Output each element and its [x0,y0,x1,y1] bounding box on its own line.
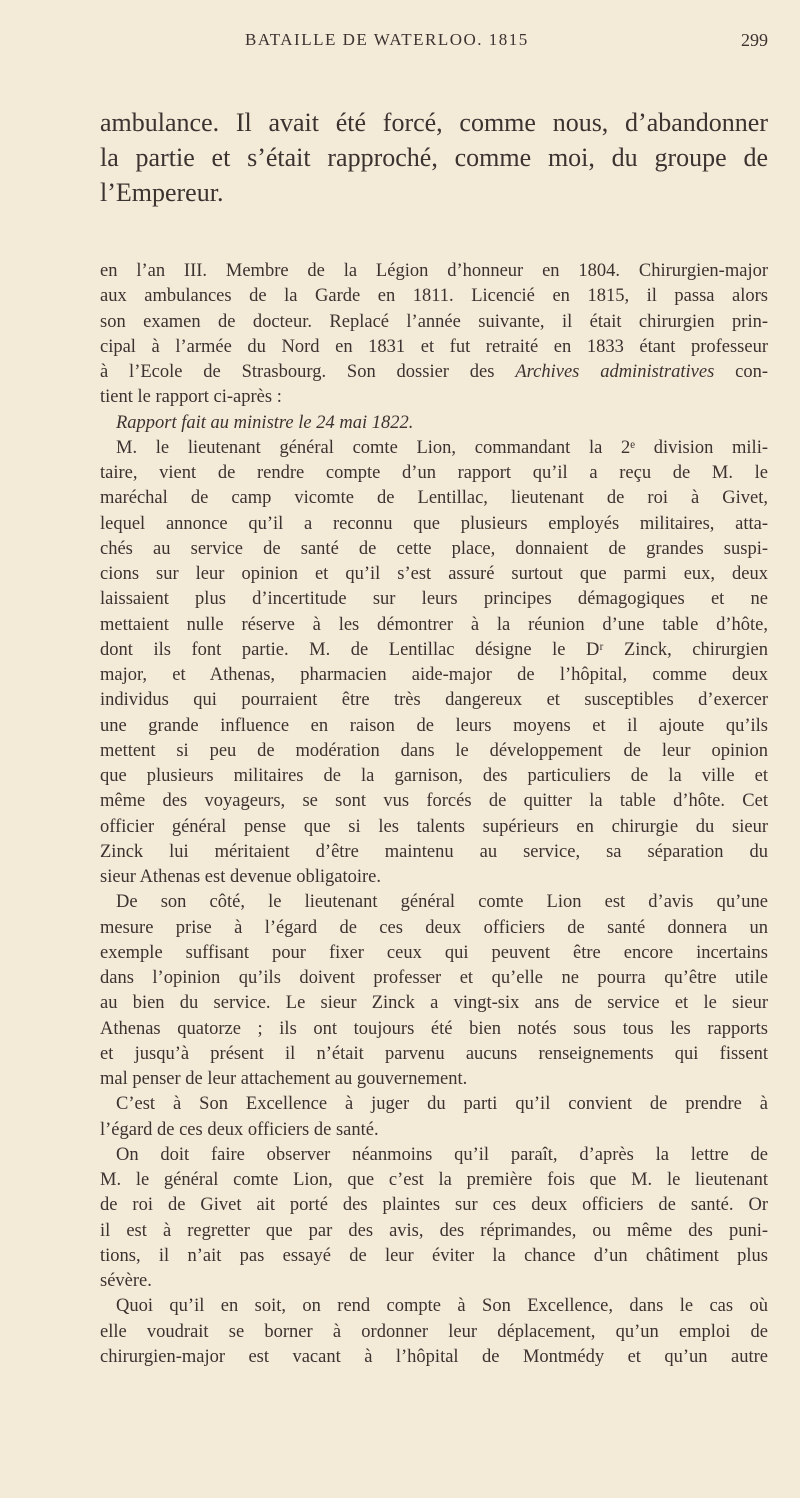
text-segment: Zinck lui méritaient d’être maintenu au service, sa séparation du [100,841,768,862]
footnote-line [100,486,768,511]
footnote-line [100,310,768,335]
text-segment: une grande influence en raison de leurs moyens et il ajoute qu’ils [100,715,768,736]
text-segment: On doit faire observer néanmoins qu’il paraît, d’après la lettre de [116,1144,768,1165]
footnote-line [100,638,768,663]
text-segment: au bien du service. Le sieur Zinck a vingt-six ans de service et le sieur [100,993,768,1014]
text-segment: C’est à Son Excellence à juger du parti qu’il convient de prendre à [116,1094,768,1115]
footnote-line [100,991,768,1016]
footnote-line [100,1269,768,1294]
text-segment: il est à regretter que par des avis, des réprimandes, ou même des puni- [100,1220,768,1241]
footnote-line [100,1118,768,1143]
text-segment: même des voyageurs, se sont vus forcés de quitter la table d’hôte. Cet [100,791,768,812]
main-text-line: ambulance. Il avait été forcé, comme nous, d’abandonner [100,108,768,137]
footnote-line [100,411,768,436]
text-segment: sieur Athenas est devenue obligatoire. [100,867,382,887]
text-segment: chirurgien-major est vacant à l’hôpital de Montmédy et qu’un autre [100,1346,768,1367]
footnote-line [100,1219,768,1244]
text-segment: M. le lieutenant général comte Lion, commandant la 2ᵉ division mili- [116,437,768,458]
italic-text: Archives administratives [515,362,715,382]
footnote-line [100,663,768,688]
footnote-line [100,739,768,764]
footnote-line [100,613,768,638]
footnote-line [100,1244,768,1269]
footnote-line [100,284,768,309]
footnote-line [100,815,768,840]
text-segment: et jusqu’à présent il n’était parvenu aucuns renseignements qui fissent [100,1043,768,1064]
text-segment: individus qui pourraient être très dangereux et susceptibles d’exercer [100,690,768,711]
footnote-line [100,461,768,486]
text-segment: Athenas quatorze ; ils ont toujours été bien notés sous tous les rapports [100,1018,768,1039]
text-segment: maréchal de camp vicomte de Lentillac, lieutenant de roi à Givet, [100,488,768,509]
footnote-line [100,1345,768,1370]
footnote-line [100,1017,768,1042]
text-segment: sévère. [100,1271,152,1291]
footnote-line [100,890,768,915]
text-segment: que plusieurs militaires de la garnison, des particuliers de la ville et [100,766,768,786]
footnote-line [100,840,768,865]
text-segment: cipal à l’armée du Nord en 1831 et fut retraité en 1833 étant professeur [100,336,768,357]
text-segment: à l’Ecole de Strasbourg. Son dossier des [100,362,516,382]
footnote-line [100,1143,768,1168]
text-segment: officier général pense que si les talents supérieurs en chirurgie du sieur [100,816,768,837]
text-segment: laissaient plus d’incertitude sur leurs principes démagogiques et ne [100,589,768,610]
text-segment: cions sur leur opinion et qu’il s’est assuré surtout que parmi eux, deux [100,564,768,584]
text-segment: dont ils font partie. M. de Lentillac désigne le Dʳ Zinck, chirurgien [100,639,768,660]
footnote-line [100,385,768,410]
text-segment: aux ambulances de la Garde en 1811. Licencié en 1815, il passa alors [100,286,768,307]
footnote-line [100,562,768,587]
footnote-line [100,1067,768,1092]
text-segment: con- [714,362,768,382]
main-text-line: la partie et s’était rapproché, comme moi, du groupe de [100,143,768,172]
footnote-line [100,587,768,612]
footnote-line [100,1168,768,1193]
footnote-line [100,1042,768,1067]
footnote-line [100,916,768,941]
text-segment: taire, vient de rendre compte d’un rapport qu’il a reçu de M. le [100,463,768,483]
text-segment: elle voudrait se borner à ordonner leur déplacement, qu’un emploi de [100,1321,768,1342]
footnote-block [100,259,768,1370]
footnote-line [100,1294,768,1319]
text-segment: tient le rapport ci-après : [100,387,282,408]
footnote-line [100,1193,768,1218]
text-segment: mal penser de leur attachement au gouvernement. [100,1069,468,1089]
footnote-line [100,764,768,789]
main-text [100,105,768,210]
text-segment: dans l’opinion qu’ils doivent professer et qu’elle ne pourra qu’être utile [100,968,768,988]
text-segment: lequel annonce qu’il a reconnu que plusieurs employés militaires, atta- [100,513,768,534]
page-number: 299 [741,30,768,50]
text-segment: de roi de Givet ait porté des plaintes sur ces deux officiers de santé. Or [100,1195,768,1216]
footnote-line [100,966,768,991]
footnote-line [100,941,768,966]
text-segment: exemple suffisant pour fixer ceux qui peuvent être encore incertains [100,942,768,963]
text-segment: mettaient nulle réserve à les démontrer à la réunion d’une table d’hôte, [100,614,768,635]
text-segment: De son côté, le lieutenant général comte Lion est d’avis qu’une [116,892,768,913]
text-segment: tions, il n’ait pas essayé de leur éviter la chance d’un châtiment plus [100,1245,768,1266]
footnote-line [100,865,768,890]
footnote-line [100,714,768,739]
text-segment: mesure prise à l’égard de ces deux officiers de santé donnera un [100,917,768,938]
text-segment: mettent si peu de modération dans le développement de leur opinion [100,740,768,761]
footnote-line [100,688,768,713]
text-segment: en l’an III. Membre de la Légion d’honneur en 1804. Chirurgien-major [100,261,768,281]
text-segment: Quoi qu’il en soit, on rend compte à Son Excellence, dans le cas où [116,1296,768,1317]
footnote-line [100,512,768,537]
footnote-line [100,436,768,461]
text-segment: l’égard de ces deux officiers de santé. [100,1119,379,1140]
footnote-line [100,1092,768,1117]
footnote-line [100,789,768,814]
footnote-line [100,537,768,562]
footnote-line [100,259,768,284]
text-segment: son examen de docteur. Replacé l’année suivante, il était chirurgien prin- [100,311,768,332]
footnote-line [100,1320,768,1345]
main-text-line: l’Empereur. [100,178,224,207]
text-segment: M. le général comte Lion, que c’est la première fois que M. le lieutenant [100,1170,768,1190]
text-segment: major, et Athenas, pharmacien aide-major de l’hôpital, comme deux [100,665,768,685]
footnote-line [100,335,768,360]
text-segment: chés au service de santé de cette place, donnaient de grandes suspi- [100,538,768,559]
footnote-line [100,360,768,385]
italic-text: Rapport fait au ministre le 24 mai 1822. [116,412,414,433]
running-header: BATAILLE DE WATERLOO. 1815 [245,30,529,49]
